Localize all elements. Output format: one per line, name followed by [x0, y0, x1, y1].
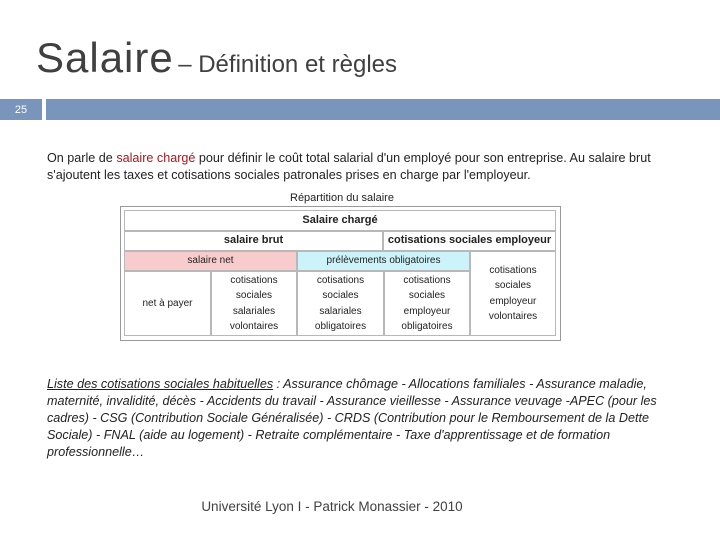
cell-salaire-charge: Salaire chargé [124, 210, 556, 231]
title-accent-bar [46, 99, 720, 120]
cell-net-a-payer: net à payer [124, 271, 211, 336]
cell-salaire-brut: salaire brut [124, 231, 383, 251]
cotisations-list [47, 376, 697, 461]
cell-prelevements-obligatoires: prélèvements obligatoires [297, 251, 470, 271]
slide-title-sub: – Définition et règles [178, 51, 397, 78]
slide-title-main: Salaire [36, 34, 174, 81]
cell-cotisations-employeur-volontaires: cotisations sociales employeur volontaires [470, 251, 556, 336]
cell-salaire-net: salaire net [124, 251, 297, 271]
intro-text-after: pour définir le coût total salarial d'un employé pour son entreprise. Au salaire brut s'ajoutent les taxes et cotisations sociales patronales prises en charge par l'employeur. [47, 151, 651, 182]
slide-number: 25 [0, 99, 42, 120]
cotisations-list-label: Liste des cotisations sociales habituelles [47, 377, 274, 391]
intro-paragraph [47, 150, 687, 184]
cell-cotisations-salariales-obligatoires: cotisations sociales salariales obligatoires [297, 271, 384, 336]
footer-credit: Université Lyon I - Patrick Monassier - 2010 [201, 499, 463, 514]
cotisations-list-text: : Assurance chômage - Allocations familiales - Assurance maladie, maternité, invalidité, décès - Accidents du travail - Assurance vieillesse - Assurance veuvage -APEC (pour les cadres) - CSG (Contribution Sociale Généralisée) - CRDS (Contribution pour le Remboursement de la Dette Sociale) - FNAL (aide au logement) - Retraite complémentaire - Taxe d'apprentissage et de formation professionnelle… [47, 377, 657, 459]
cell-cotisations-salariales-volontaires: cotisations sociales salariales volontaires [211, 271, 297, 336]
cell-cotisations-employeur-obligatoires: cotisations sociales employeur obligatoires [384, 271, 470, 336]
table-caption: Répartition du salaire [290, 192, 394, 204]
intro-text-before: On parle de [47, 151, 117, 165]
cell-cotisations-employeur: cotisations sociales employeur [383, 231, 556, 251]
slide-title [36, 34, 397, 82]
intro-highlight: salaire chargé [116, 151, 196, 165]
salary-breakdown-table [120, 206, 561, 341]
